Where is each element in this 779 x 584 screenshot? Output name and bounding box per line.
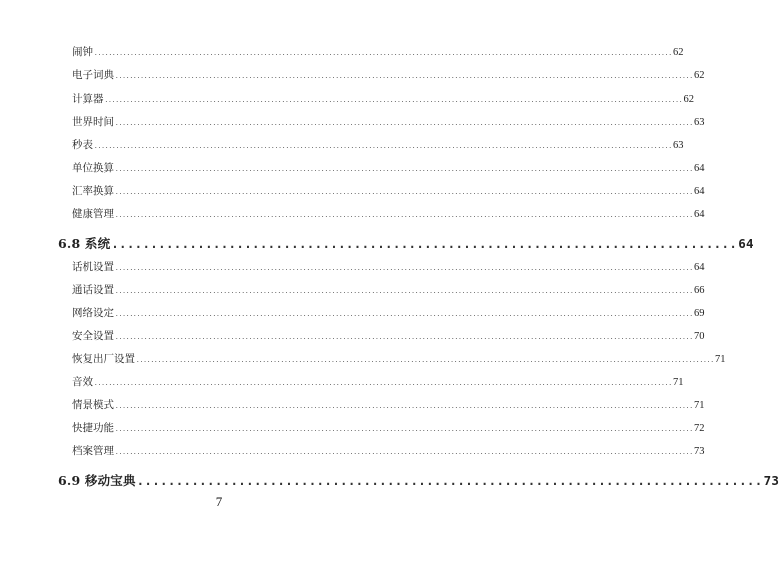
toc-entry-title: 网络设定 <box>72 307 114 319</box>
dot-leader: ................................................................................................................................................................ <box>115 73 693 80</box>
toc-entry-page: 64 <box>693 163 705 174</box>
toc-entry-shortcuts[interactable] <box>72 421 705 435</box>
toc-entry-title: 秒表 <box>72 139 93 151</box>
toc-section-page: 73 <box>763 473 779 488</box>
toc-entry-page: 66 <box>693 285 705 296</box>
toc-entry-title: 闹钟 <box>72 46 93 58</box>
toc-entry-title: 情景模式 <box>72 399 114 411</box>
toc-entry-currency-conversion[interactable] <box>72 184 705 198</box>
dot-leader: ................................................................................ <box>136 474 763 488</box>
toc-entry-health-management[interactable] <box>72 207 705 221</box>
toc-entry-sound-effects[interactable] <box>72 375 684 389</box>
dot-leader: ................................................................................................................................................................ <box>115 449 693 456</box>
toc-entry-page: 64 <box>693 262 705 273</box>
dot-leader: ................................................................................................................................................................ <box>136 357 714 364</box>
toc-entry-title: 话机设置 <box>72 261 114 273</box>
toc-entry-title: 单位换算 <box>72 162 114 174</box>
dot-leader: ................................................................................................................................................................ <box>115 288 693 295</box>
toc-entry-title: 计算器 <box>72 93 104 105</box>
dot-leader: ................................................................................................................................................................ <box>115 189 693 196</box>
toc-entry-factory-reset[interactable] <box>72 352 726 366</box>
toc-entry-page: 63 <box>693 117 705 128</box>
toc-section-6-9[interactable] <box>58 473 779 489</box>
toc-entry-page: 70 <box>693 331 705 342</box>
dot-leader: ................................................................................ <box>111 237 738 251</box>
toc-entry-call-settings[interactable] <box>72 283 705 297</box>
dot-leader: ................................................................................................................................................................ <box>115 166 693 173</box>
toc-entry-page: 62 <box>683 94 694 105</box>
dot-leader: ................................................................................................................................................................ <box>115 212 693 219</box>
toc-entry-phone-settings[interactable] <box>72 260 705 274</box>
dot-leader: ................................................................................................................................................................ <box>115 120 693 127</box>
toc-entry-page: 62 <box>672 47 684 58</box>
toc-entry-page: 71 <box>693 400 705 411</box>
toc-entry-stopwatch[interactable] <box>72 138 684 152</box>
toc-entry-page: 62 <box>693 70 705 81</box>
toc-entry-page: 72 <box>693 423 705 434</box>
toc-entry-page: 63 <box>672 140 684 151</box>
toc-section-title: 6.8 系统 <box>58 236 111 251</box>
toc-entry-page: 69 <box>693 308 705 319</box>
toc-entry-title: 恢复出厂设置 <box>72 353 135 365</box>
dot-leader: ................................................................................................................................................................ <box>115 403 693 410</box>
toc-entry-title: 音效 <box>72 376 93 388</box>
toc-entry-calculator[interactable] <box>72 92 694 106</box>
toc-entry-page: 71 <box>672 377 684 388</box>
dot-leader: ................................................................................................................................................................ <box>94 50 672 57</box>
toc-entry-security-settings[interactable] <box>72 329 705 343</box>
toc-entry-page: 64 <box>693 209 705 220</box>
toc-entry-unit-conversion[interactable] <box>72 161 705 175</box>
toc-entry-network-settings[interactable] <box>72 306 705 320</box>
toc-entry-title: 汇率换算 <box>72 185 114 197</box>
dot-leader: ................................................................................................................................................................ <box>94 380 672 387</box>
toc-entry-file-management[interactable] <box>72 444 705 458</box>
toc-section-6-8[interactable] <box>58 236 754 252</box>
toc-entry-title: 档案管理 <box>72 445 114 457</box>
toc-entry-profiles[interactable] <box>72 398 705 412</box>
dot-leader: ................................................................................................................................................................ <box>115 426 693 433</box>
toc-entry-title: 快捷功能 <box>72 422 114 434</box>
toc-entry-page: 64 <box>693 186 705 197</box>
toc-section-title: 6.9 移动宝典 <box>58 473 136 488</box>
toc-entry-alarm-clock[interactable] <box>72 45 684 59</box>
dot-leader: ................................................................................................................................................................ <box>115 311 693 318</box>
toc-entry-page: 71 <box>714 354 726 365</box>
toc-entry-electronic-dictionary[interactable] <box>72 68 705 82</box>
toc-entry-title: 安全设置 <box>72 330 114 342</box>
toc-entry-world-time[interactable] <box>72 115 705 129</box>
toc-entry-title: 电子词典 <box>72 69 114 81</box>
toc-section-page: 64 <box>738 236 754 251</box>
dot-leader: ................................................................................................................................................................ <box>104 97 683 104</box>
toc-entry-title: 健康管理 <box>72 208 114 220</box>
toc-entry-title: 通话设置 <box>72 284 114 296</box>
toc-entry-title: 世界时间 <box>72 116 114 128</box>
toc-entry-page: 73 <box>693 446 705 457</box>
dot-leader: ................................................................................................................................................................ <box>94 143 672 150</box>
dot-leader: ................................................................................................................................................................ <box>115 265 693 272</box>
dot-leader: ................................................................................................................................................................ <box>115 334 693 341</box>
page-number: 7 <box>215 494 223 509</box>
